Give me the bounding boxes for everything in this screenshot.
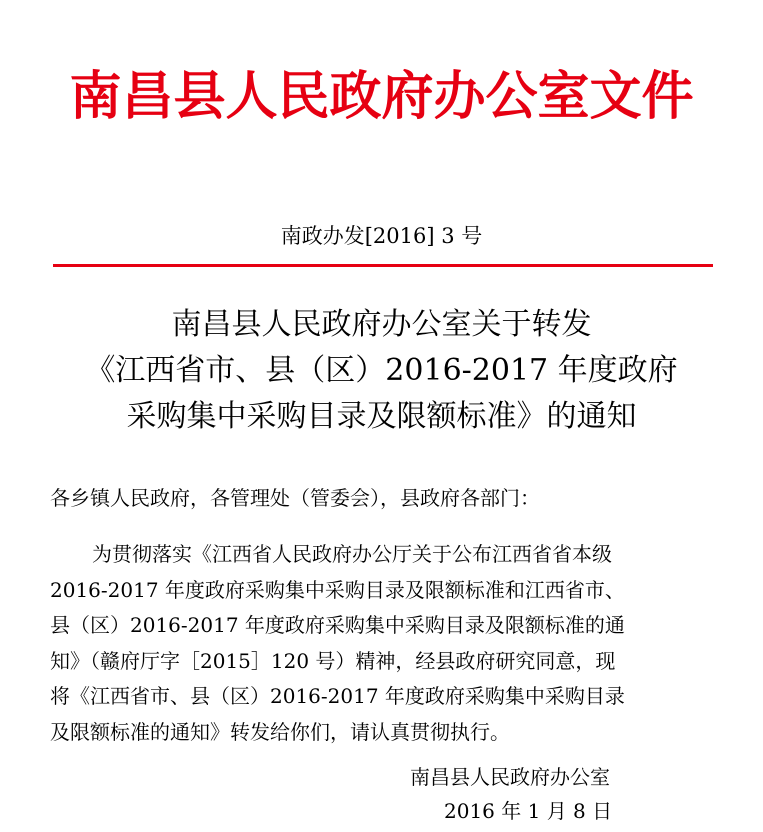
salutation: 各乡镇人民政府，各管理处（管委会），县政府各部门： xyxy=(50,486,540,510)
body-line-1: 为贯彻落实《江西省人民政府办公厅关于公布江西省省本级 xyxy=(92,542,612,566)
document-masthead: 南昌县人民政府办公室文件 xyxy=(69,67,694,127)
document-number: 南政办发[2016] 3 号 xyxy=(280,224,483,248)
red-divider-line xyxy=(53,264,713,267)
issuing-office: 南昌县人民政府办公室 xyxy=(410,765,610,789)
title-line-2: 《江西省市、县（区）2016-2017 年度政府 xyxy=(85,353,678,388)
issue-date: 2016 年 1 月 8 日 xyxy=(444,799,613,823)
body-paragraph xyxy=(50,537,715,750)
document-title xyxy=(40,302,723,440)
body-line-4: 知》（赣府厅字［2015］120 号）精神，经县政府研究同意，现 xyxy=(50,648,616,673)
title-line-1: 南昌县人民政府办公室关于转发 xyxy=(171,307,592,342)
body-line-6: 及限额标准的通知》转发给你们，请认真贯彻执行。 xyxy=(50,719,510,744)
title-line-3: 采购集中采购目录及限额标准》的通知 xyxy=(126,399,637,434)
body-line-3: 县（区）2016-2017 年度政府采购集中采购目录及限额标准的通 xyxy=(50,613,625,637)
body-line-5: 将《江西省市、县（区）2016-2017 年度政府采购集中采购目录 xyxy=(50,684,625,708)
body-line-2: 2016-2017 年度政府采购集中采购目录及限额标准和江西省市、 xyxy=(50,577,625,602)
